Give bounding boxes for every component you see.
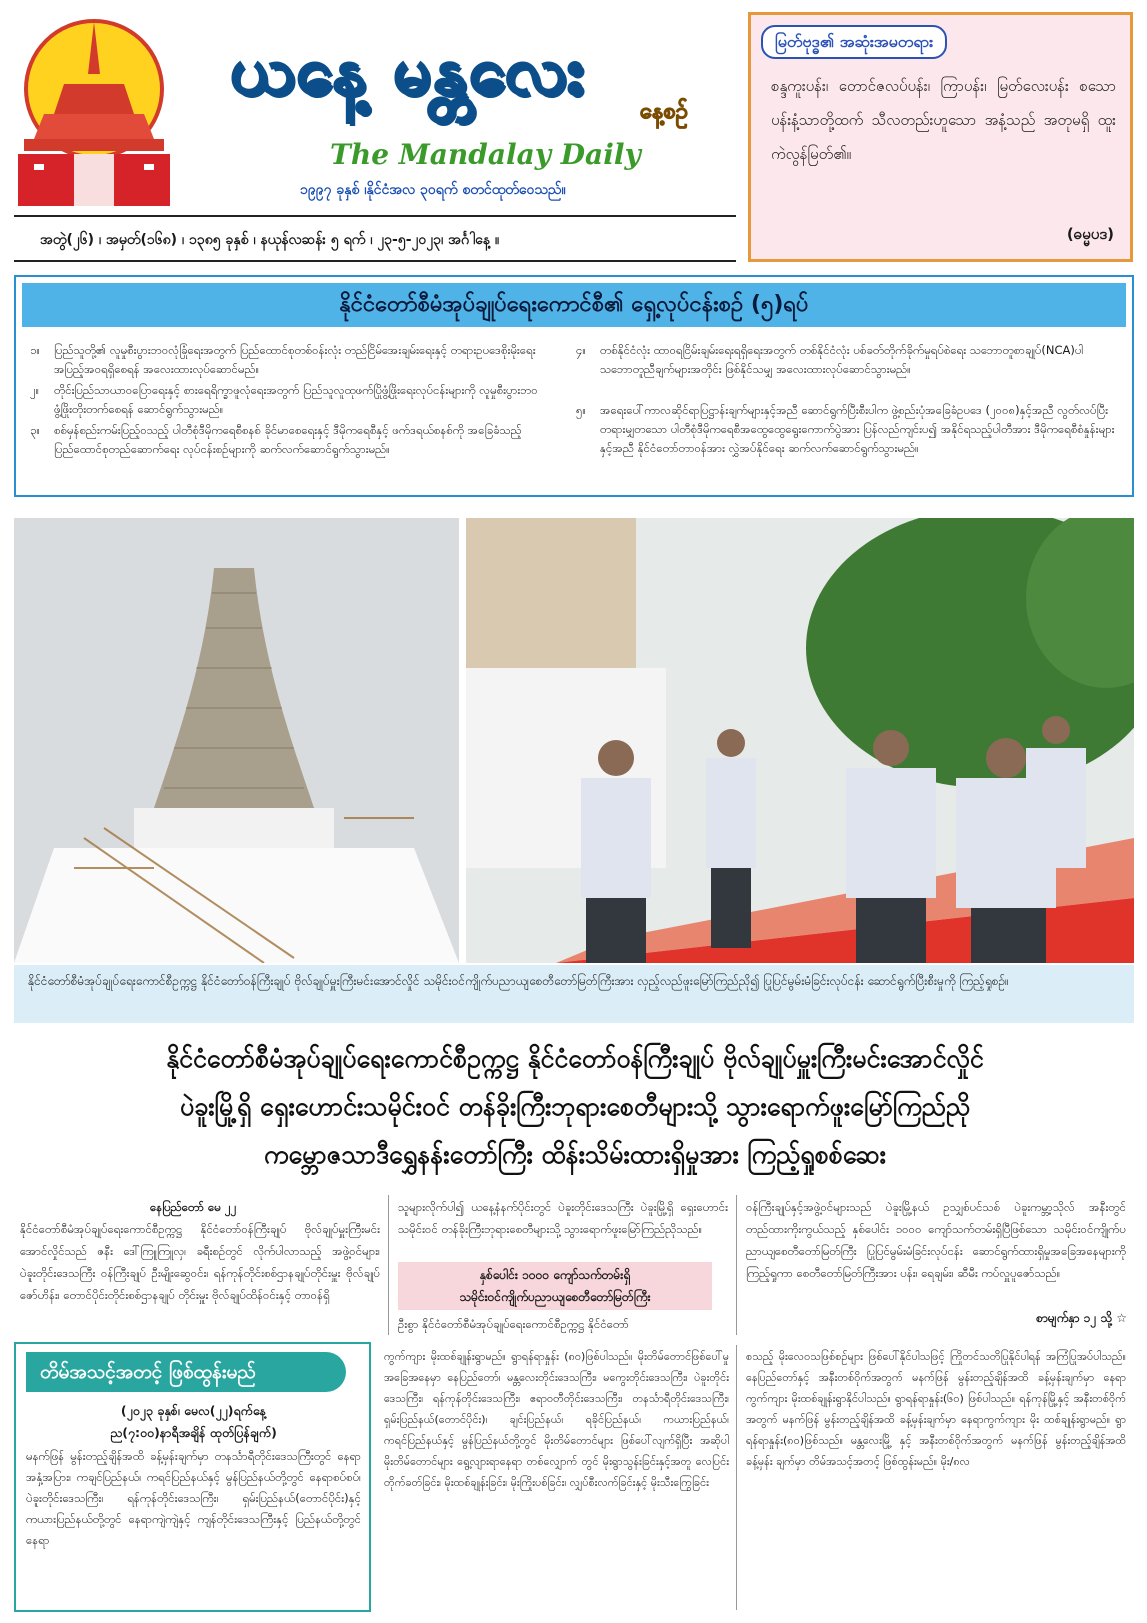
objective-text: ပြည်သူတို့၏ လူမှုစီးပွားဘဝလုံခြုံရေးအတွက် ပြည်ထောင်စုတစ်ဝန်းလုံး တည်ငြိမ်အေးချမ်းရေးနှင့် တရားဥပဒေစိုးမိုးရေး အပြည့်အဝရရှိစေရန် အလေးထားလုပ်ဆောင်မည်။ [54,343,536,376]
weather-date-line-1: (၂၀၂၃ ခုနှစ်၊ မေလ(၂၂)ရက်နေ့ [120,1403,267,1418]
objective-text: တစ်နိုင်ငံလုံး ထာဝရငြိမ်းချမ်းရေးရရှိရေးအတွက် တစ်နိုင်ငံလုံး ပစ်ခတ်တိုက်ခိုက်မှုရပ်စဲရေး သဘောတူစာချုပ်(NCA)ပါ သဘောတူညီချက်များအတိုင်း ဖြစ်နိုင်သမျှ အလေးထားလုပ်ဆောင်သွားမည်။ [600,343,1084,376]
weather-box [14,1342,371,1612]
weather-date [26,1400,361,1444]
headline-line-3: ကမ္ဘောဇသာဒီရွှေနန်းတော်ကြီး ထိန်းသိမ်းထားရှိမှုအား ကြည့်ရှုစစ်ဆေး [264,1140,886,1169]
objective-number: ၂။ [30,383,40,397]
objective-number: ၄။ [576,343,586,357]
headline-line-2: ပဲခူးမြို့ရှိ ရှေးဟောင်းသမိုင်းဝင် တန်ခိုးကြီးဘုရားစေတီများသို့ သွားရောက်ဖူးမြော်ကြည်ညို [179,1092,971,1121]
objective-text: စစ်မှန်စည်းကမ်းပြည့်ဝသည့် ပါတီစုံဒီမိုကရေစီစနစ် ခိုင်မာစေရေးနှင့် ဒီမိုကရေစီနှင့် ဖက်ဒရယ်စနစ်ကို အခြေခံသည့် ပြည်ထောင်စုတည်ဆောက်ရေး လုပ်ငန်းစဉ်များကို ဆက်လက်ဆောင်ရွက်သွားမည်။ [54,423,522,456]
pull-quote [398,1262,712,1310]
masthead-daily-label: နေ့စဉ် [640,99,688,124]
main-headline [30,1035,1120,1179]
article-column-3: ဝန်ကြီးချုပ်နှင့်အဖွဲ့ဝင်များသည် ပဲခူးမြို့နယ် ဥသျှစ်ပင်သစ် ပဲခူးကမ္ဘာ့သိုလ် အနီးတွင် တည်ထားကိုးကွယ်သည့် နှစ်ပေါင်း ၁၀၀၀ ကျော်သက်တမ်းရှိပြီဖြစ်သော သမိုင်းဝင်ကျိုက်ပညာယျစေတီတော်မြတ်ကြီး ပြုပြင်မွမ်းမံခြင်းလုပ်ငန်း ဆောင်ရွက်ထားရှိမှုအခြေအနေများကို ကြည့်ရှုကာ စေတီတော်မြတ်ကြီးအား ပန်း၊ ရေချမ်း၊ ဆီမီး ကပ်လှူပူဇော်သည်။ [746,1200,1126,1280]
issue-info: အတွဲ(၂၆) ၊ အမှတ်(၁၆၈) ၊ ၁၃၈၅ ခုနှစ် ၊ နယုန်လဆန်း ၅ ရက် ၊ ၂၃-၅-၂၀၂၃၊ အင်္ဂါနေ့ ။ [40,232,500,248]
masthead-english-title: The Mandalay Daily [330,138,641,171]
objective-item [30,381,550,419]
issue-divider [14,260,736,262]
objective-number: ၃။ [30,423,40,437]
weather-body: မနက်ဖြန် မွန်းတည့်ချိန်အထိ ခန့်မှန်းချက်မှာ တနင်္သာရီတိုင်းဒေသကြီးတွင် နေရာအနှံ့အပြား၊ ကချင်ပြည်နယ်၊ ကရင်ပြည်နယ်နှင့် မွန်ပြည်နယ်တို့တွင် နေရာစပ်စပ်၊ ပဲခူးတိုင်းဒေသကြီး၊ ရန်ကုန်တိုင်းဒေသကြီး၊ ရှမ်းပြည်နယ်(တောင်ပိုင်း)နှင့် ကယားပြည်နယ်တို့တွင် နေရာကျဲကျဲနှင့် ကျန်တိုင်းဒေသကြီးနှင့် ပြည်နယ်တို့တွင် နေရာ [26,1449,361,1547]
article-column-2-continued: ဦးစွာ နိုင်ငံတော်စီမံအုပ်ချုပ်ရေးကောင်စီဥက္ကဋ္ဌ နိုင်ငံတော် [398,1317,629,1331]
masthead-divider [14,215,736,217]
article-dateline: နေပြည်တော် မေ ၂၂ [150,1200,237,1214]
column-divider [388,1195,389,1335]
continued-on-page: စာမျက်နှာ ၁၂ သို့ ☆ [1036,1311,1127,1325]
headline-line-1: နိုင်ငံတော်စီမံအုပ်ချုပ်ရေးကောင်စီဥက္ကဋ္ဌ နိုင်ငံတော်ဝန်ကြီးချုပ် ဗိုလ်ချုပ်မှူးကြီးမင်းအောင်လှိုင် [166,1044,984,1073]
weather-heading: တိမ်အသင့်အတင့် ဖြစ်ထွန်းမည် [26,1352,346,1392]
masthead-founded-note: ၁၉၉၇ ခုနှစ် ၊နိုင်ငံအလ ၃၀ရက် စတင်ထုတ်ဝေသည်။ [300,182,566,198]
article-column-1: နိုင်ငံတော်စီမံအုပ်ချုပ်ရေးကောင်စီဥက္ကဋ္ဌ နိုင်ငံတော်ဝန်ကြီးချုပ် ဗိုလ်ချုပ်မှူးကြီးမင်းအောင်လှိုင်သည် ဇနီး ဒေါ်ကြူကြူလှ၊ ခရီးစဉ်တွင် လိုက်ပါလာသည့် အဖွဲ့ဝင်များ၊ ပဲခူးတိုင်းဒေသကြီး ဝန်ကြီးချုပ် ဦးမျိုးဆွေဝင်း၊ ရန်ကုန်တိုင်းစစ်ဌာနချုပ်တိုင်းမှူး ဗိုလ်ချုပ်ဇော်ဟိန်း၊ တောင်ပိုင်းတိုင်းစစ်ဌာနချုပ် တိုင်းမှူး ဗိုလ်ချုပ်ထိန်ဝင်းနှင့် တာဝန်ရှိ [20,1222,380,1302]
masthead-title: ယနေ့ မန္တလေး [230,32,586,109]
weather-column-3: စသည့် မိုးလေဝသဖြစ်စဉ်များ ဖြစ်ပေါ်နိုင်ပါသဖြင့် ကြိုတင်သတိပြုနိုင်ပါရန် အကြံပြုအပ်ပါသည်။ နေပြည်တော်နှင့် အနီးတစ်ဝိုက်အတွက် မနက်ဖြန် မွန်းတည့်ချိန်အထိ ခန့်မှန်းချက်မှာ နေရာကွက်ကျား မိုးထစ်ချုန်းရွာနိုင်ပါသည်။ ရွာရန်ရာနှုန်း(၆၀) ဖြစ်ပါသည်။ ရန်ကုန်မြို့နှင့် အနီးတစ်ဝိုက်အတွက် မနက်ဖြန် မွန်းတည့်ချိန်အထိ ခန့်မှန်းချက်မှာ နေရာကွက်ကျား မိုး ထစ်ချုန်းရွာမည်။ ရွာရန်ရာနှုန်း(၈၀)ဖြစ်သည်။ မန္တလေးမြို့ နှင့် အနီးတစ်ဝိုက်အတွက် မနက်ဖြန် မွန်းတည့်ချိန်အထိ ခန့်မှန်း ချက်မှာ တိမ်အသင့်အတင့် ဖြစ်ထွန်းမည်။ မိုး/၈လ [746,1350,1126,1468]
proverb-box [748,12,1133,262]
article-column-2: သူများလိုက်ပါ၍ ယနေ့နံနက်ပိုင်းတွင် ပဲခူးတိုင်းဒေသကြီး ပဲခူးမြို့ရှိ ရှေးဟောင်းသမိုင်းဝင် တန်ခိုးကြီးဘုရားစေတီများသို့ သွားရောက်ဖူးမြော်ကြည်ညိုသည်။ [398,1200,728,1236]
objective-number: ၁။ [30,343,40,357]
objective-text: အရေးပေါ်ကာလဆိုင်ရာပြဋ္ဌာန်းချက်များနှင့်အညီ ဆောင်ရွက်ပြီးစီးပါက ဖွဲ့စည်းပုံအခြေခံဥပဒေ (၂၀၀၈)နှင့်အညီ လွတ်လပ်ပြီး တရားမျှတသော ပါတီစုံဒီမိုကရေစီအထွေထွေရွေးကောက်ပွဲအား ပြန်လည်ကျင်းပ၍ အနိုင်ရသည့်ပါတီအား ဒီမိုကရေစီစံနှုန်းများနှင့်အညီ နိုင်ငံတော်တာဝန်အား လွှဲအပ်နိုင်ရေး ဆက်လက်ဆောင်ရွက်သွားမည်။ [600,403,1115,455]
proverb-source: (ဓမ္မပဒ) [1066,225,1114,243]
weather-date-line-2: ည(၇:၀၀)နာရီအချိန် ထုတ်ပြန်ချက်) [110,1425,277,1440]
newspaper-emblem-logo [14,14,174,209]
photo-caption: နိုင်ငံတော်စီမံအုပ်ချုပ်ရေးကောင်စီဥက္ကဋ္ဌ နိုင်ငံတော်ဝန်ကြီးချုပ် ဗိုလ်ချုပ်မှူးကြီးမင်းအောင်လှိုင် သမိုင်းဝင်ကျိုက်ပညာယျစေတီတော်မြတ်ကြီးအား လှည့်လည်ဖူးမြော်ကြည်ညို၍ ပြုပြင်မွမ်းမံခြင်းလုပ်ငန်း ဆောင်ရွက်ပြီးစီးမှုကို ကြည့်ရှုစဉ်။ [14,965,1134,1023]
objective-item [576,341,1116,379]
column-divider [736,1345,737,1610]
objective-item [30,421,550,459]
objectives-title: နိုင်ငံတော်စီမံအုပ်ချုပ်ရေးကောင်စီ၏ ရှေ့လုပ်ငန်းစဉ် (၅)ရပ် [22,283,1126,327]
proverb-text: စန္ဒကူးပန်း၊ တောင်ဇလပ်ပန်း၊ ကြာပန်း၊ မြတ်လေးပန်း စသော ပန်းနံ့သာတို့ထက် သီလတည်းဟူသော အနံ့သည် အတုမရှိ ထူးကဲလွန်မြတ်၏။ [771,77,1116,163]
objective-number: ၅။ [576,403,586,417]
pagoda-photo [14,518,459,963]
objectives-box [14,275,1134,497]
pull-quote-line-1: နှစ်ပေါင်း ၁၀၀၀ ကျော်သက်တမ်းရှိ [479,1268,631,1282]
objective-text: တိုင်းပြည်သာယာဝပြောရေးနှင့် စားရေရိက္ခာဖူလုံရေးအတွက် ပြည်သူလူထုဖက်ပြိုဖွံ့ဖြိုးရေးလုပ်ငန်းများကို လူမှုစီးပွားဘဝဖွံ့ဖြိုးတိုးတက်စေရန် ဆောင်ရွက်သွားမည်။ [54,383,538,416]
official-visit-photo [466,518,1134,963]
objective-item [30,341,550,379]
weather-column-2: ကွက်ကျား မိုးထစ်ချုန်းရွာမည်။ ရွာရန်ရာနှုန်း (၈၀)ဖြစ်ပါသည်။ မိုးတိမ်တောင်ဖြစ်ပေါ်မှုအခြေအနေမှာ နေပြည်တော်၊ မန္တလေးတိုင်းဒေသကြီး၊ မကွေးတိုင်းဒေသကြီး၊ ပဲခူးတိုင်းဒေသကြီး၊ ရန်ကုန်တိုင်းဒေသကြီး၊ ဧရာဝတီတိုင်းဒေသကြီး၊ တနင်္သာရီတိုင်းဒေသကြီး၊ ရှမ်းပြည်နယ်(တောင်ပိုင်း)၊ ချင်းပြည်နယ်၊ ရခိုင်ပြည်နယ်၊ ကယားပြည်နယ်၊ ကရင်ပြည်နယ်နှင့် မွန်ပြည်နယ်တို့တွင် မိုးတိမ်တောင်များ ဖြစ်ပေါ်လျက်ရှိပြီး အဆိုပါမိုးတိမ်တောင်များ ရွေ့လျားရာနေရာ တစ်လျှောက် တွင် မိုးရွာသွန်းခြင်းနှင့်အတူ လေပြင်းတိုက်ခတ်ခြင်း၊ မိုးထစ်ချုန်းခြင်း၊ မိုးကြိုးပစ်ခြင်း၊ လျှပ်စီးလက်ခြင်းနှင့် မိုးသီးကြွေခြင်း [384,1350,729,1489]
column-divider [736,1195,737,1335]
pull-quote-line-2: သမိုင်းဝင်ကျိုက်ပညာယျစေတီတော်မြတ်ကြီး [459,1290,651,1304]
proverb-heading: မြတ်ဗုဒ္ဓ၏ အဆုံးအမတရား [761,25,947,59]
objective-item [576,401,1116,458]
